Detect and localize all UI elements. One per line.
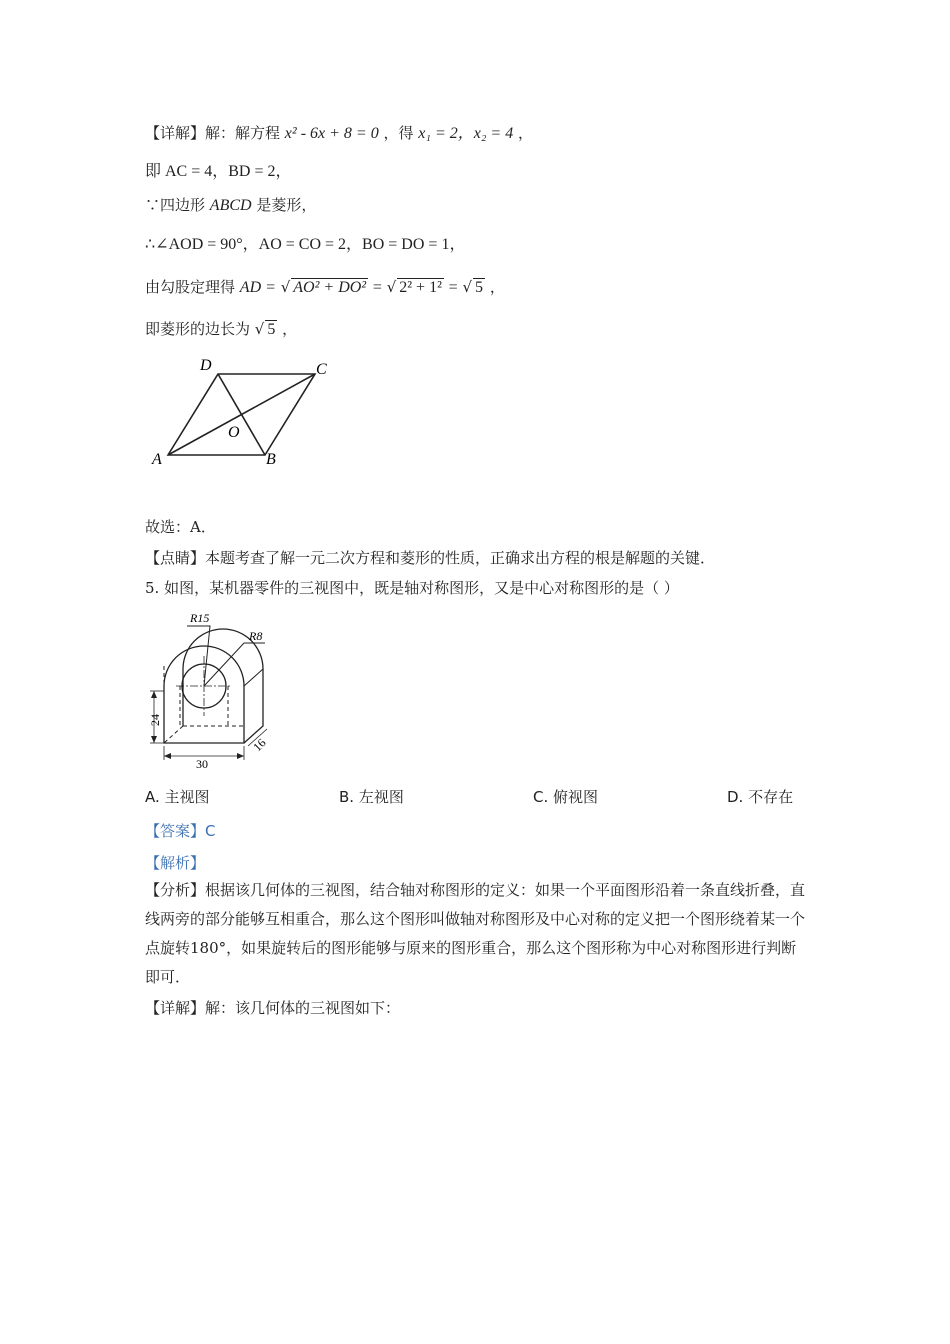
detail-line: 【详解】解：该几何体的三视图如下：	[145, 999, 401, 1017]
sqrt-icon: √	[280, 278, 291, 296]
solution-line-1: 【详解】解：解方程 x² - 6x + 8 = 0 ，得 x₁ = 2，x₂ = 4 ，	[145, 124, 534, 142]
analysis-label: 【解析】	[145, 854, 206, 872]
solution-line-4: ∴∠AOD = 90°，AO = CO = 2，BO = DO = 1，	[145, 236, 466, 253]
analysis-paragraph: 【分析】根据该几何体的三视图，结合轴对称图形的定义：如果一个平面图形沿着一条直线折叠，直线两旁的部分能够互相重合，那么这个图形叫做轴对称图形及中心对称的定义把一个图形绕着某一个点旋转180°，如果旋转后的图形能够与原来的图形重合，那么这个图形称为中心对称图形进行判断即可．	[145, 881, 806, 986]
question-5-stem: 5. 如图，某机器零件的三视图中，既是轴对称图形，又是中心对称图形的是（ ）	[145, 579, 679, 597]
option-b[interactable]: B. 左视图	[339, 788, 404, 806]
answer-line: 【答案】C	[145, 822, 216, 840]
machine-part-figure	[140, 606, 290, 772]
choose-line: 故选：A．	[145, 518, 216, 536]
answer-value: C	[205, 822, 216, 840]
width-dimension: 30	[196, 757, 208, 771]
solution-line-2: 即 AC = 4，BD = 2，	[145, 163, 292, 180]
shape-name: ABCD	[209, 197, 252, 214]
vertex-d-label: D	[200, 357, 212, 374]
comment-line: 【点睛】本题考查了解一元二次方程和菱形的性质，正确求出方程的根是解题的关键．	[145, 549, 716, 567]
inner-radius-label: R8	[249, 629, 263, 643]
vertex-a-label: A	[152, 451, 162, 468]
solution-line-6: 即菱形的边长为 √ 5 ，	[145, 320, 298, 338]
roots: x₁ = 2，x₂ = 4	[418, 125, 514, 142]
option-d[interactable]: D. 不存在	[727, 788, 794, 806]
rhombus-figure	[150, 352, 340, 472]
vertex-b-label: B	[266, 451, 276, 468]
equation: x² - 6x + 8 = 0	[284, 125, 379, 142]
sqrt-icon: √	[254, 320, 265, 338]
detail-label: 【详解】解：解方程	[145, 124, 281, 142]
option-c[interactable]: C. 俯视图	[533, 788, 599, 806]
depth-dimension: 16	[250, 735, 269, 755]
option-a[interactable]: A. 主视图	[145, 788, 210, 806]
solution-line-5: 由勾股定理得 AD = √ AO² + DO² = √ 2² + 1² = √ 5 ，	[145, 278, 505, 296]
center-o-label: O	[228, 424, 240, 441]
sqrt-icon: √	[386, 278, 397, 296]
height-dimension: 24	[148, 714, 162, 726]
solution-line-3: ∵四边形 ABCD 是菱形，	[145, 196, 317, 214]
vertex-c-label: C	[316, 361, 327, 378]
sqrt-icon: √	[462, 278, 473, 296]
outer-radius-label: R15	[190, 611, 210, 625]
